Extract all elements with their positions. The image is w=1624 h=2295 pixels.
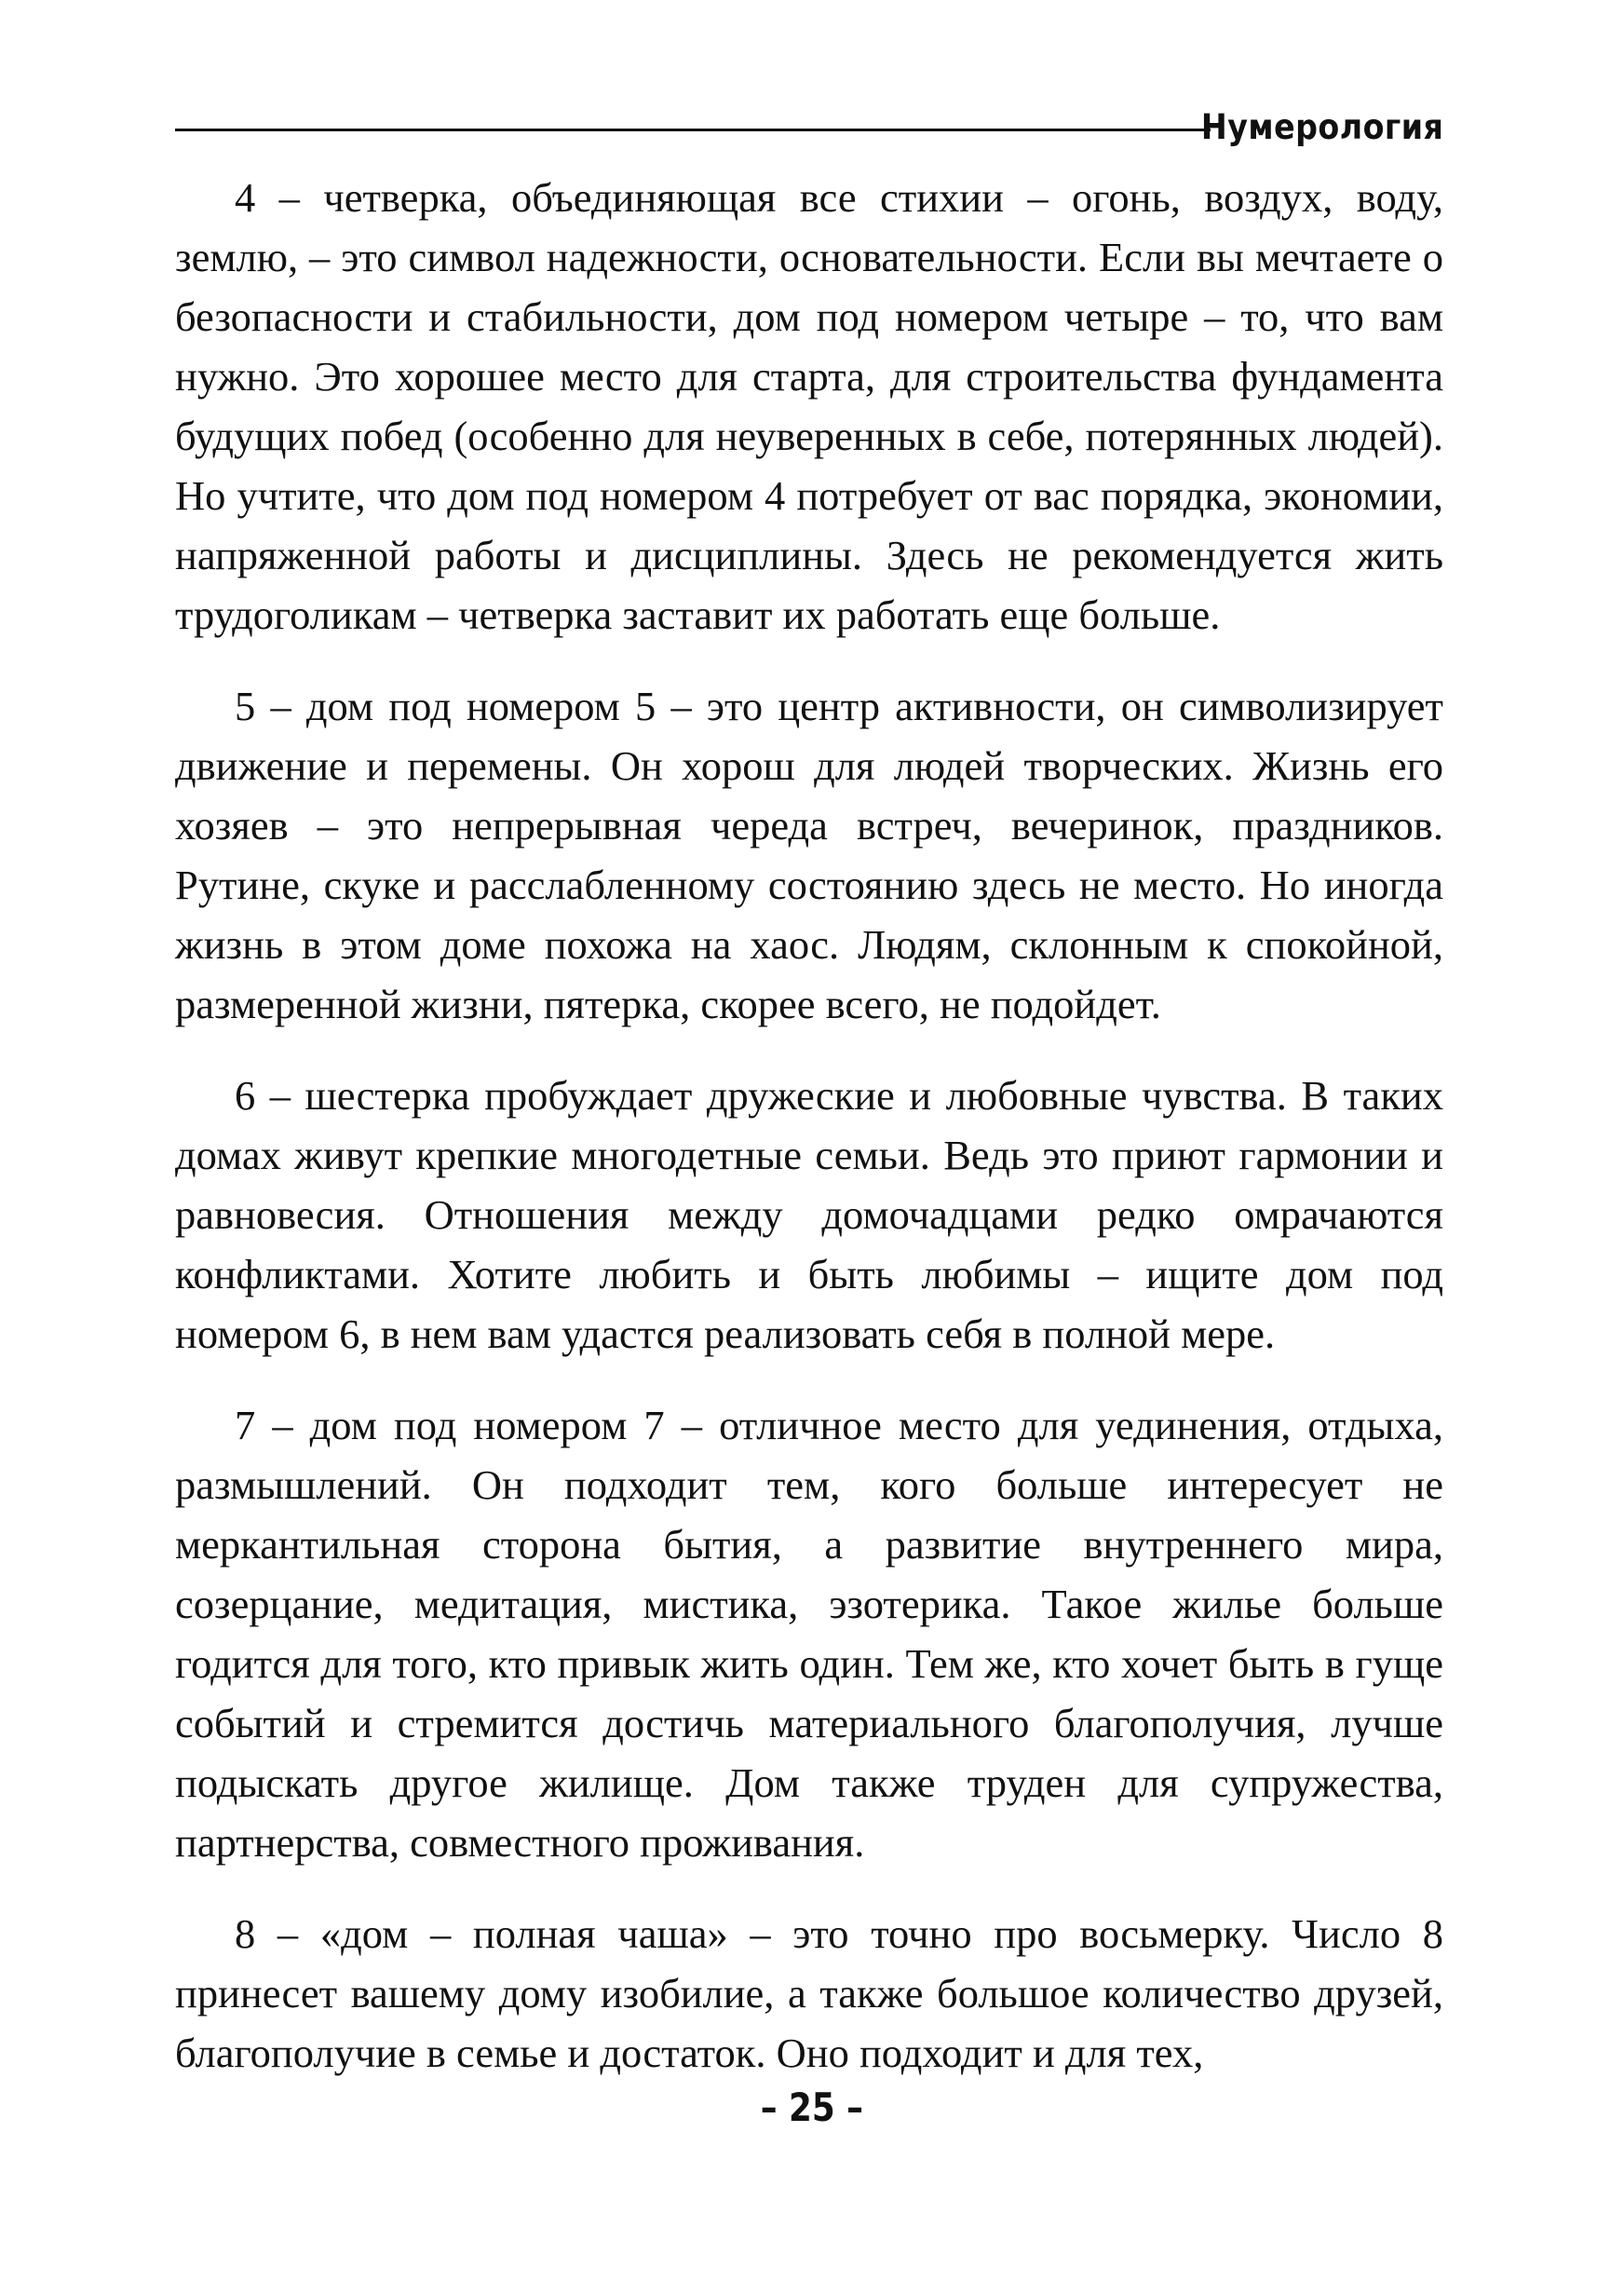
paragraph-4: 4 – четверка, объединяющая все стихии – огонь, воздух, воду, землю, – это символ надежности, основательности. Если вы мечтаете о безопасности и стабильности, дом под номером четыре – то, что вам нужно. Это хорошее место для старта, для строительства фундамента будущих побед (особенно для неуверенных в себе, потерянных людей). Но учтите, что дом под номером 4 потребует от вас порядка, экономии, напряженной работы и дисциплины. Здесь не рекомендуется жить трудоголикам – четверка заставит их работать еще больше. [175,174,1443,638]
page-footer [0,2085,1624,2130]
running-header-title: Нумерология [1200,107,1443,147]
running-header [175,101,1443,156]
paragraph-7: 7 – дом под номером 7 – отличное место для уединения, отдыха, размышлений. Он подходит тем, кого больше интересует не меркантильная сторона бытия, а развитие внутреннего мира, созерцание, медитация, мистика, эзотерика. Такое жилье больше годится для того, кто привык жить один. Тем же, кто хочет быть в гуще событий и стремится достичь материального благополучия, лучше подыскать другое жилище. Дом также труден для супружества, партнерства, совместного проживания. [175,1402,1443,1866]
header-rule [175,129,1211,131]
paragraph-5: 5 – дом под номером 5 – это центр активности, он символизирует движение и перемены. Он хорош для людей творческих. Жизнь его хозяев – это непрерывная череда встреч, вечеринок, праздников. Рутине, скуке и расслабленному состоянию здесь не место. Но иногда жизнь в этом доме похожа на хаос. Людям, склонным к спокойной, размеренной жизни, пятерка, скорее всего, не подойдет. [175,683,1443,1027]
paragraph-8: 8 – «дом – полная чаша» – это точно про восьмерку. Число 8 принесет вашему дому изобилие, а также большое количество друзей, благополучие в семье и достаток. Оно подходит и для тех, [175,1910,1443,2076]
paragraph-6: 6 – шестерка пробуждает дружеские и любовные чувства. В таких домах живут крепкие многодетные семьи. Ведь это приют гармонии и равновесия. Отношения между домочадцами редко омрачаются конфликтами. Хотите любить и быть любимы – ищите дом под номером 6, в нем вам удастся реализовать себя в полной мере. [175,1072,1443,1357]
page-number: – 25 – [760,2085,864,2130]
page-body [175,168,1443,2114]
